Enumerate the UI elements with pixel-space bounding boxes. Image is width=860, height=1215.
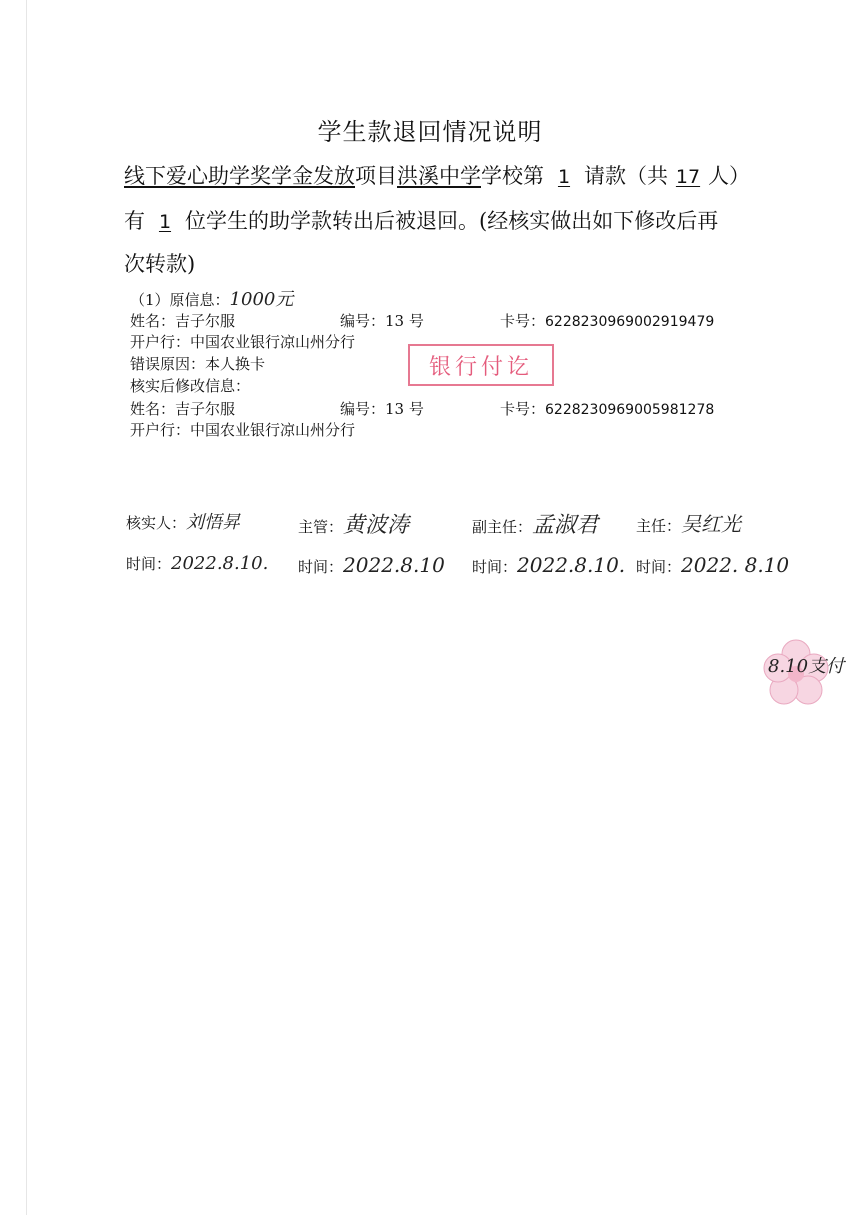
card-label: 卡号： [500, 312, 546, 330]
bank-value: 中国农业银行凉山州分行 [190, 421, 356, 439]
school-suffix: 学校第 [481, 164, 544, 188]
vice-director-time [472, 553, 625, 577]
total-suffix: 人） [708, 164, 750, 188]
page-edge [26, 0, 27, 1215]
no-label: 编号： [340, 400, 386, 418]
verifier-time [126, 553, 268, 574]
time-value: 2022.8.10 [343, 553, 445, 577]
project-suffix: 项目 [355, 164, 397, 188]
name-value: 吉子尔服 [175, 400, 236, 418]
line2-prefix: 有 [124, 209, 145, 233]
card-label: 卡号： [500, 400, 546, 418]
vice-director-name: 孟淑君 [532, 513, 599, 538]
director-signature [636, 508, 741, 537]
verifier-name: 刘悟昇 [186, 512, 241, 533]
time-value: 2022.8.10. [171, 553, 269, 574]
no-value: 13 号 [385, 400, 424, 418]
name-value: 吉子尔服 [175, 312, 236, 330]
no-label: 编号： [340, 312, 386, 330]
vice-director-signature [472, 508, 598, 539]
revised-label: 核实后修改信息： [130, 377, 251, 395]
batch-number: 1 [557, 166, 571, 188]
intro-line-1 [124, 160, 750, 190]
revised-bank-row [130, 419, 355, 440]
original-name-row [130, 310, 235, 331]
bank-label: 开户行： [130, 421, 191, 439]
returned-count: 1 [158, 211, 172, 233]
error-row [130, 353, 265, 374]
time-value: 2022.8.10. [517, 553, 626, 577]
vice-director-label: 副主任： [472, 518, 533, 536]
original-label: （1）原信息： [130, 291, 230, 309]
time-value: 2022. 8.10 [681, 553, 790, 577]
project-name: 线下爱心助学奖学金发放 [124, 164, 355, 188]
school-name: 洪溪中学 [397, 164, 481, 188]
director-time [636, 553, 789, 577]
time-label: 时间： [472, 558, 518, 576]
name-label: 姓名： [130, 312, 176, 330]
original-info-row [130, 285, 293, 311]
director-label: 主任： [636, 517, 682, 535]
revised-name-row [130, 398, 235, 419]
amount-value: 1000元 [229, 289, 294, 310]
intro-line-2 [124, 205, 718, 235]
verifier-label: 核实人： [126, 514, 187, 532]
no-value: 13 号 [385, 312, 424, 330]
verifier-signature [126, 508, 240, 534]
time-label: 时间： [636, 558, 682, 576]
payment-note: 8.10支付 [768, 656, 845, 677]
revised-no [340, 398, 424, 419]
original-bank-row [130, 331, 355, 352]
error-label: 错误原因： [130, 355, 206, 373]
time-label: 时间： [298, 558, 344, 576]
intro-line-3: 次转款) [124, 252, 196, 276]
document-title: 学生款退回情况说明 [317, 118, 543, 146]
original-no [340, 310, 424, 331]
error-value: 本人换卡 [205, 355, 266, 373]
supervisor-time [298, 553, 445, 577]
time-label: 时间： [126, 555, 172, 573]
card-revised-value: 6228230969005981278 [545, 402, 715, 418]
line2-suffix: 位学生的助学款转出后被退回。(经核实做出如下修改后再 [185, 209, 719, 233]
batch-suffix: 请款（共 [584, 164, 668, 188]
total-count: 17 [675, 166, 701, 188]
supervisor-signature [298, 508, 409, 539]
original-card [500, 310, 714, 331]
director-name: 吴红光 [681, 512, 742, 536]
supervisor-label: 主管： [298, 518, 344, 536]
bank-paid-stamp: 银行付讫 [408, 344, 554, 386]
bank-label: 开户行： [130, 333, 191, 351]
supervisor-name: 黄波涛 [343, 513, 410, 538]
revised-card [500, 398, 714, 419]
bank-value: 中国农业银行凉山州分行 [190, 333, 356, 351]
card-original-value: 6228230969002919479 [545, 314, 715, 330]
name-label: 姓名： [130, 400, 176, 418]
